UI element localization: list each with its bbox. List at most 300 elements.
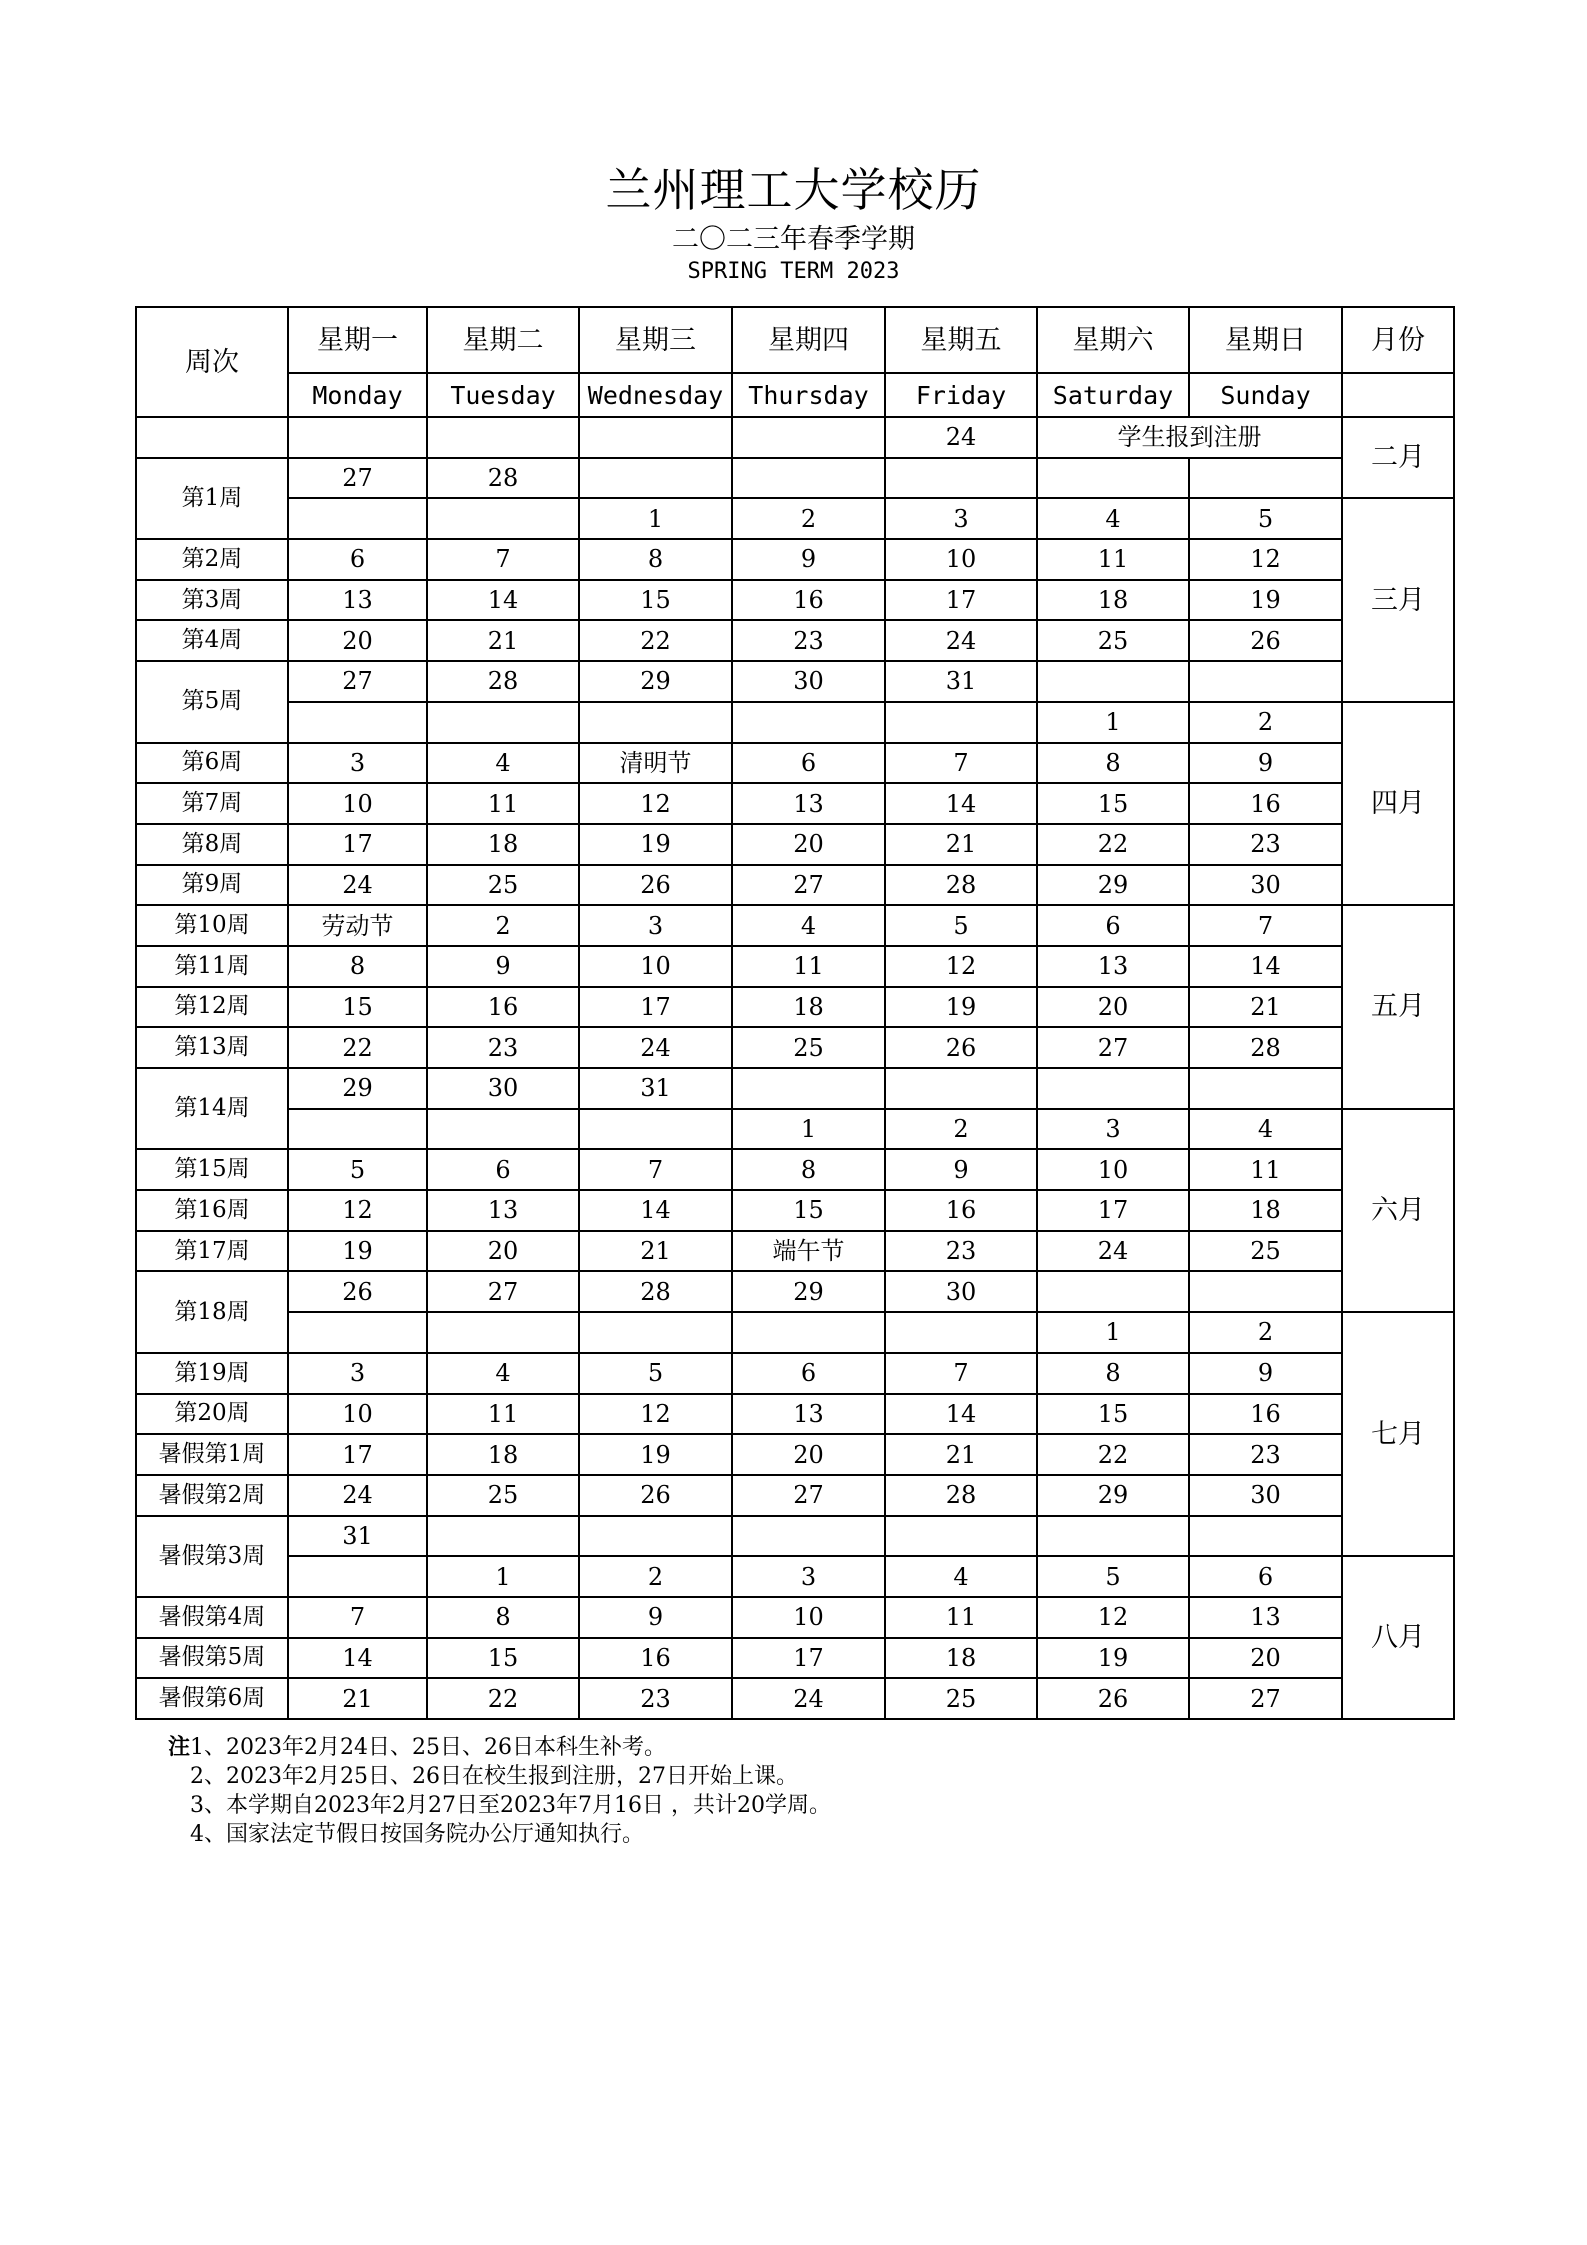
date-cell: 18 bbox=[427, 1434, 579, 1475]
table-row bbox=[136, 1434, 1454, 1475]
date-cell: 14 bbox=[288, 1638, 427, 1679]
month-label: 二月 bbox=[1342, 417, 1454, 498]
date-cell: 21 bbox=[579, 1231, 732, 1272]
table-row bbox=[136, 1109, 1454, 1150]
date-cell: 10 bbox=[885, 539, 1037, 580]
date-cell: 5 bbox=[1189, 498, 1342, 539]
table-row bbox=[136, 1149, 1454, 1190]
date-cell bbox=[1189, 661, 1342, 702]
date-cell: 4 bbox=[732, 905, 885, 946]
date-cell: 24 bbox=[288, 1475, 427, 1516]
date-cell bbox=[732, 1516, 885, 1557]
date-cell: 2 bbox=[1189, 702, 1342, 743]
week-label: 暑假第1周 bbox=[136, 1434, 288, 1475]
table-row bbox=[136, 987, 1454, 1028]
date-cell: 27 bbox=[427, 1271, 579, 1312]
date-cell: 15 bbox=[1037, 783, 1189, 824]
date-cell: 28 bbox=[579, 1271, 732, 1312]
date-cell bbox=[732, 458, 885, 499]
date-cell: 3 bbox=[288, 743, 427, 784]
date-cell: 21 bbox=[885, 824, 1037, 865]
week-label: 第7周 bbox=[136, 783, 288, 824]
date-cell: 16 bbox=[1189, 783, 1342, 824]
date-cell bbox=[732, 1068, 885, 1109]
table-row bbox=[136, 498, 1454, 539]
header-day-cn: 星期六 bbox=[1037, 307, 1189, 373]
date-cell: 25 bbox=[427, 865, 579, 906]
note-line: 2、2023年2月25日、26日在校生报到注册，27日开始上课。 bbox=[190, 1764, 798, 1789]
date-cell bbox=[885, 458, 1037, 499]
date-cell bbox=[427, 1516, 579, 1557]
table-row bbox=[136, 539, 1454, 580]
note-line: 3、本学期自2023年2月27日至2023年7月16日 ，共计20学周。 bbox=[190, 1793, 831, 1818]
date-cell: 31 bbox=[288, 1516, 427, 1557]
date-cell bbox=[732, 702, 885, 743]
date-cell: 16 bbox=[1189, 1394, 1342, 1435]
date-cell: 9 bbox=[579, 1597, 732, 1638]
date-cell: 9 bbox=[885, 1149, 1037, 1190]
date-cell: 12 bbox=[1037, 1597, 1189, 1638]
date-cell bbox=[885, 702, 1037, 743]
holiday-cell: 端午节 bbox=[732, 1231, 885, 1272]
term-subtitle: 二〇二三年春季学期 bbox=[672, 224, 915, 255]
header-row-english bbox=[136, 373, 1454, 417]
date-cell: 26 bbox=[1037, 1678, 1189, 1719]
date-cell: 30 bbox=[1189, 1475, 1342, 1516]
date-cell: 20 bbox=[288, 620, 427, 661]
page-title: 兰州理工大学校历 bbox=[605, 163, 982, 217]
date-cell: 21 bbox=[885, 1434, 1037, 1475]
date-cell bbox=[885, 1516, 1037, 1557]
table-row bbox=[136, 824, 1454, 865]
date-cell: 22 bbox=[1037, 824, 1189, 865]
date-cell: 21 bbox=[427, 620, 579, 661]
date-cell: 17 bbox=[288, 1434, 427, 1475]
date-cell bbox=[288, 1109, 427, 1150]
date-cell: 28 bbox=[1189, 1027, 1342, 1068]
week-label: 第14周 bbox=[136, 1068, 288, 1149]
week-label: 第8周 bbox=[136, 824, 288, 865]
table-row bbox=[136, 1353, 1454, 1394]
date-cell: 3 bbox=[579, 905, 732, 946]
header-day-en: Saturday bbox=[1037, 373, 1189, 417]
date-cell: 19 bbox=[1037, 1638, 1189, 1679]
date-cell: 27 bbox=[288, 458, 427, 499]
week-label: 第17周 bbox=[136, 1231, 288, 1272]
date-cell: 7 bbox=[885, 743, 1037, 784]
date-cell: 13 bbox=[288, 580, 427, 621]
date-cell: 6 bbox=[732, 743, 885, 784]
table-row bbox=[136, 417, 1454, 458]
week-label: 第5周 bbox=[136, 661, 288, 742]
header-month: 月份 bbox=[1342, 307, 1454, 373]
date-cell: 19 bbox=[288, 1231, 427, 1272]
date-cell: 9 bbox=[1189, 1353, 1342, 1394]
date-cell: 6 bbox=[732, 1353, 885, 1394]
week-label: 暑假第2周 bbox=[136, 1475, 288, 1516]
table-row bbox=[136, 580, 1454, 621]
date-cell: 27 bbox=[1189, 1678, 1342, 1719]
date-cell: 29 bbox=[579, 661, 732, 702]
table-row bbox=[136, 1475, 1454, 1516]
date-cell: 19 bbox=[579, 1434, 732, 1475]
date-cell: 2 bbox=[427, 905, 579, 946]
week-label: 第4周 bbox=[136, 620, 288, 661]
date-cell: 26 bbox=[1189, 620, 1342, 661]
date-cell: 17 bbox=[885, 580, 1037, 621]
table-row bbox=[136, 1068, 1454, 1109]
date-cell: 28 bbox=[885, 865, 1037, 906]
date-cell: 2 bbox=[732, 498, 885, 539]
date-cell bbox=[288, 1556, 427, 1597]
date-cell: 22 bbox=[1037, 1434, 1189, 1475]
date-cell bbox=[579, 1109, 732, 1150]
date-cell: 3 bbox=[732, 1556, 885, 1597]
date-cell: 16 bbox=[885, 1190, 1037, 1231]
date-cell: 9 bbox=[1189, 743, 1342, 784]
date-cell: 20 bbox=[427, 1231, 579, 1272]
note-line: 4、国家法定节假日按国务院办公厅通知执行。 bbox=[190, 1822, 644, 1847]
date-cell: 10 bbox=[288, 783, 427, 824]
date-cell: 5 bbox=[288, 1149, 427, 1190]
date-cell bbox=[288, 702, 427, 743]
date-cell: 10 bbox=[579, 946, 732, 987]
week-label: 第11周 bbox=[136, 946, 288, 987]
date-cell: 18 bbox=[1037, 580, 1189, 621]
week-label: 第20周 bbox=[136, 1394, 288, 1435]
header-month-empty bbox=[1342, 373, 1454, 417]
date-cell: 13 bbox=[1189, 1597, 1342, 1638]
date-cell: 29 bbox=[288, 1068, 427, 1109]
date-cell: 17 bbox=[288, 824, 427, 865]
week-label: 暑假第3周 bbox=[136, 1516, 288, 1597]
date-cell bbox=[732, 1312, 885, 1353]
week-label: 第10周 bbox=[136, 905, 288, 946]
date-cell: 24 bbox=[732, 1678, 885, 1719]
date-cell: 23 bbox=[579, 1678, 732, 1719]
date-cell: 26 bbox=[885, 1027, 1037, 1068]
table-row bbox=[136, 458, 1454, 499]
week-label: 暑假第4周 bbox=[136, 1597, 288, 1638]
date-cell bbox=[885, 1312, 1037, 1353]
month-label: 五月 bbox=[1342, 905, 1454, 1108]
date-cell: 3 bbox=[288, 1353, 427, 1394]
date-cell bbox=[579, 458, 732, 499]
date-cell bbox=[1037, 1271, 1189, 1312]
date-cell: 3 bbox=[1037, 1109, 1189, 1150]
date-cell: 2 bbox=[579, 1556, 732, 1597]
date-cell bbox=[427, 417, 579, 458]
date-cell: 18 bbox=[427, 824, 579, 865]
date-cell: 18 bbox=[885, 1638, 1037, 1679]
date-cell: 24 bbox=[1037, 1231, 1189, 1272]
table-row bbox=[136, 1271, 1454, 1312]
date-cell: 16 bbox=[732, 580, 885, 621]
term-subtitle-english: SPRING TERM 2023 bbox=[687, 259, 900, 284]
week-label: 第9周 bbox=[136, 865, 288, 906]
date-cell: 8 bbox=[579, 539, 732, 580]
date-cell: 17 bbox=[1037, 1190, 1189, 1231]
date-cell: 23 bbox=[1189, 1434, 1342, 1475]
date-cell: 2 bbox=[885, 1109, 1037, 1150]
date-cell: 6 bbox=[1037, 905, 1189, 946]
date-cell: 9 bbox=[732, 539, 885, 580]
week-label: 第6周 bbox=[136, 743, 288, 784]
table-row bbox=[136, 743, 1454, 784]
date-cell: 11 bbox=[732, 946, 885, 987]
date-cell: 12 bbox=[579, 1394, 732, 1435]
date-cell: 1 bbox=[1037, 702, 1189, 743]
date-cell: 22 bbox=[427, 1678, 579, 1719]
date-cell: 12 bbox=[579, 783, 732, 824]
date-cell bbox=[288, 498, 427, 539]
date-cell: 1 bbox=[732, 1109, 885, 1150]
date-cell: 5 bbox=[579, 1353, 732, 1394]
date-cell: 29 bbox=[732, 1271, 885, 1312]
date-cell bbox=[1189, 1068, 1342, 1109]
header-day-cn: 星期日 bbox=[1189, 307, 1342, 373]
date-cell: 16 bbox=[579, 1638, 732, 1679]
date-cell: 22 bbox=[579, 620, 732, 661]
date-cell: 28 bbox=[427, 458, 579, 499]
date-cell: 10 bbox=[732, 1597, 885, 1638]
header-day-en: Sunday bbox=[1189, 373, 1342, 417]
date-cell: 23 bbox=[427, 1027, 579, 1068]
date-cell: 26 bbox=[579, 865, 732, 906]
date-cell: 7 bbox=[1189, 905, 1342, 946]
week-label: 第1周 bbox=[136, 458, 288, 539]
date-cell: 25 bbox=[885, 1678, 1037, 1719]
date-cell: 5 bbox=[885, 905, 1037, 946]
date-cell: 28 bbox=[427, 661, 579, 702]
holiday-cell: 劳动节 bbox=[288, 905, 427, 946]
date-cell: 24 bbox=[885, 417, 1037, 458]
date-cell bbox=[579, 702, 732, 743]
week-label: 暑假第6周 bbox=[136, 1678, 288, 1719]
date-cell bbox=[288, 417, 427, 458]
date-cell bbox=[579, 1312, 732, 1353]
date-cell: 27 bbox=[288, 661, 427, 702]
table-row bbox=[136, 661, 1454, 702]
date-cell: 23 bbox=[885, 1231, 1037, 1272]
date-cell: 16 bbox=[427, 987, 579, 1028]
date-cell: 1 bbox=[579, 498, 732, 539]
date-cell: 7 bbox=[885, 1353, 1037, 1394]
notes-section bbox=[168, 1733, 831, 1849]
registration-note: 学生报到注册 bbox=[1037, 417, 1342, 458]
table-row bbox=[136, 1556, 1454, 1597]
header-week: 周次 bbox=[136, 307, 288, 417]
date-cell bbox=[1037, 458, 1189, 499]
date-cell: 15 bbox=[427, 1638, 579, 1679]
date-cell: 13 bbox=[1037, 946, 1189, 987]
date-cell: 11 bbox=[885, 1597, 1037, 1638]
table-row bbox=[136, 905, 1454, 946]
date-cell bbox=[1189, 1516, 1342, 1557]
date-cell: 25 bbox=[1189, 1231, 1342, 1272]
date-cell: 22 bbox=[288, 1027, 427, 1068]
table-row bbox=[136, 865, 1454, 906]
date-cell: 20 bbox=[1037, 987, 1189, 1028]
week-label: 第15周 bbox=[136, 1149, 288, 1190]
date-cell: 23 bbox=[1189, 824, 1342, 865]
date-cell: 11 bbox=[427, 1394, 579, 1435]
table-row bbox=[136, 783, 1454, 824]
date-cell: 27 bbox=[1037, 1027, 1189, 1068]
date-cell: 31 bbox=[885, 661, 1037, 702]
table-row bbox=[136, 620, 1454, 661]
header-day-en: Tuesday bbox=[427, 373, 579, 417]
header-day-cn: 星期二 bbox=[427, 307, 579, 373]
date-cell: 19 bbox=[885, 987, 1037, 1028]
week-label: 第18周 bbox=[136, 1271, 288, 1352]
notes-lead: 注 bbox=[168, 1734, 191, 1760]
table-row bbox=[136, 1394, 1454, 1435]
week-label: 第2周 bbox=[136, 539, 288, 580]
date-cell: 13 bbox=[427, 1190, 579, 1231]
date-cell: 14 bbox=[1189, 946, 1342, 987]
date-cell: 30 bbox=[732, 661, 885, 702]
date-cell: 4 bbox=[885, 1556, 1037, 1597]
date-cell: 11 bbox=[427, 783, 579, 824]
date-cell: 19 bbox=[579, 824, 732, 865]
date-cell: 8 bbox=[732, 1149, 885, 1190]
date-cell: 1 bbox=[427, 1556, 579, 1597]
date-cell: 13 bbox=[732, 1394, 885, 1435]
date-cell: 20 bbox=[732, 1434, 885, 1475]
month-label: 四月 bbox=[1342, 702, 1454, 905]
header-day-en: Monday bbox=[288, 373, 427, 417]
date-cell: 29 bbox=[1037, 1475, 1189, 1516]
table-row bbox=[136, 1027, 1454, 1068]
date-cell bbox=[427, 1312, 579, 1353]
week-label bbox=[136, 417, 288, 458]
date-cell: 24 bbox=[288, 865, 427, 906]
date-cell: 20 bbox=[732, 824, 885, 865]
date-cell bbox=[885, 1068, 1037, 1109]
date-cell: 7 bbox=[427, 539, 579, 580]
table-row bbox=[136, 1638, 1454, 1679]
month-label: 八月 bbox=[1342, 1556, 1454, 1719]
week-label: 第13周 bbox=[136, 1027, 288, 1068]
month-label: 六月 bbox=[1342, 1109, 1454, 1312]
note-line bbox=[168, 1733, 831, 1762]
date-cell: 24 bbox=[579, 1027, 732, 1068]
date-cell: 15 bbox=[1037, 1394, 1189, 1435]
school-calendar-table bbox=[135, 306, 1455, 1720]
week-label: 第3周 bbox=[136, 580, 288, 621]
header-day-cn: 星期四 bbox=[732, 307, 885, 373]
date-cell: 17 bbox=[732, 1638, 885, 1679]
date-cell: 18 bbox=[1189, 1190, 1342, 1231]
note-text: 1、2023年2月24日、25日、26日本科生补考。 bbox=[190, 1735, 666, 1760]
date-cell: 15 bbox=[288, 987, 427, 1028]
date-cell: 26 bbox=[288, 1271, 427, 1312]
date-cell: 19 bbox=[1189, 580, 1342, 621]
table-row bbox=[136, 946, 1454, 987]
table-row bbox=[136, 1231, 1454, 1272]
date-cell bbox=[288, 1312, 427, 1353]
date-cell: 28 bbox=[885, 1475, 1037, 1516]
date-cell: 30 bbox=[885, 1271, 1037, 1312]
date-cell: 15 bbox=[579, 580, 732, 621]
date-cell: 8 bbox=[1037, 743, 1189, 784]
date-cell bbox=[427, 498, 579, 539]
date-cell: 21 bbox=[1189, 987, 1342, 1028]
date-cell: 12 bbox=[885, 946, 1037, 987]
date-cell: 12 bbox=[288, 1190, 427, 1231]
date-cell bbox=[427, 702, 579, 743]
table-row bbox=[136, 1678, 1454, 1719]
date-cell: 11 bbox=[1189, 1149, 1342, 1190]
date-cell bbox=[732, 417, 885, 458]
date-cell: 4 bbox=[1037, 498, 1189, 539]
table-row bbox=[136, 1312, 1454, 1353]
date-cell: 31 bbox=[579, 1068, 732, 1109]
date-cell bbox=[579, 1516, 732, 1557]
date-cell: 15 bbox=[732, 1190, 885, 1231]
date-cell: 25 bbox=[1037, 620, 1189, 661]
date-cell: 4 bbox=[427, 743, 579, 784]
date-cell: 2 bbox=[1189, 1312, 1342, 1353]
header-day-en: Thursday bbox=[732, 373, 885, 417]
header-day-en: Wednesday bbox=[579, 373, 732, 417]
table-row bbox=[136, 1190, 1454, 1231]
date-cell: 30 bbox=[427, 1068, 579, 1109]
header-day-en: Friday bbox=[885, 373, 1037, 417]
date-cell: 7 bbox=[579, 1149, 732, 1190]
date-cell: 14 bbox=[885, 1394, 1037, 1435]
date-cell: 6 bbox=[288, 539, 427, 580]
date-cell: 8 bbox=[427, 1597, 579, 1638]
header-day-cn: 星期一 bbox=[288, 307, 427, 373]
date-cell: 10 bbox=[1037, 1149, 1189, 1190]
date-cell: 24 bbox=[885, 620, 1037, 661]
date-cell bbox=[1189, 458, 1342, 499]
date-cell: 11 bbox=[1037, 539, 1189, 580]
table-row bbox=[136, 1597, 1454, 1638]
date-cell: 14 bbox=[885, 783, 1037, 824]
date-cell: 27 bbox=[732, 1475, 885, 1516]
date-cell: 9 bbox=[427, 946, 579, 987]
date-cell bbox=[579, 417, 732, 458]
table-row bbox=[136, 702, 1454, 743]
header-day-cn: 星期三 bbox=[579, 307, 732, 373]
date-cell: 12 bbox=[1189, 539, 1342, 580]
date-cell: 30 bbox=[1189, 865, 1342, 906]
date-cell bbox=[427, 1109, 579, 1150]
date-cell bbox=[1037, 1068, 1189, 1109]
date-cell: 13 bbox=[732, 783, 885, 824]
date-cell: 17 bbox=[579, 987, 732, 1028]
date-cell: 29 bbox=[1037, 865, 1189, 906]
date-cell: 21 bbox=[288, 1678, 427, 1719]
date-cell: 27 bbox=[732, 865, 885, 906]
week-label: 第12周 bbox=[136, 987, 288, 1028]
date-cell: 6 bbox=[427, 1149, 579, 1190]
date-cell: 25 bbox=[732, 1027, 885, 1068]
date-cell bbox=[1037, 661, 1189, 702]
date-cell: 10 bbox=[288, 1394, 427, 1435]
date-cell: 8 bbox=[1037, 1353, 1189, 1394]
holiday-cell: 清明节 bbox=[579, 743, 732, 784]
date-cell: 20 bbox=[1189, 1638, 1342, 1679]
month-label: 三月 bbox=[1342, 498, 1454, 701]
header-row-chinese bbox=[136, 307, 1454, 373]
date-cell: 7 bbox=[288, 1597, 427, 1638]
date-cell: 6 bbox=[1189, 1556, 1342, 1597]
date-cell: 14 bbox=[427, 580, 579, 621]
